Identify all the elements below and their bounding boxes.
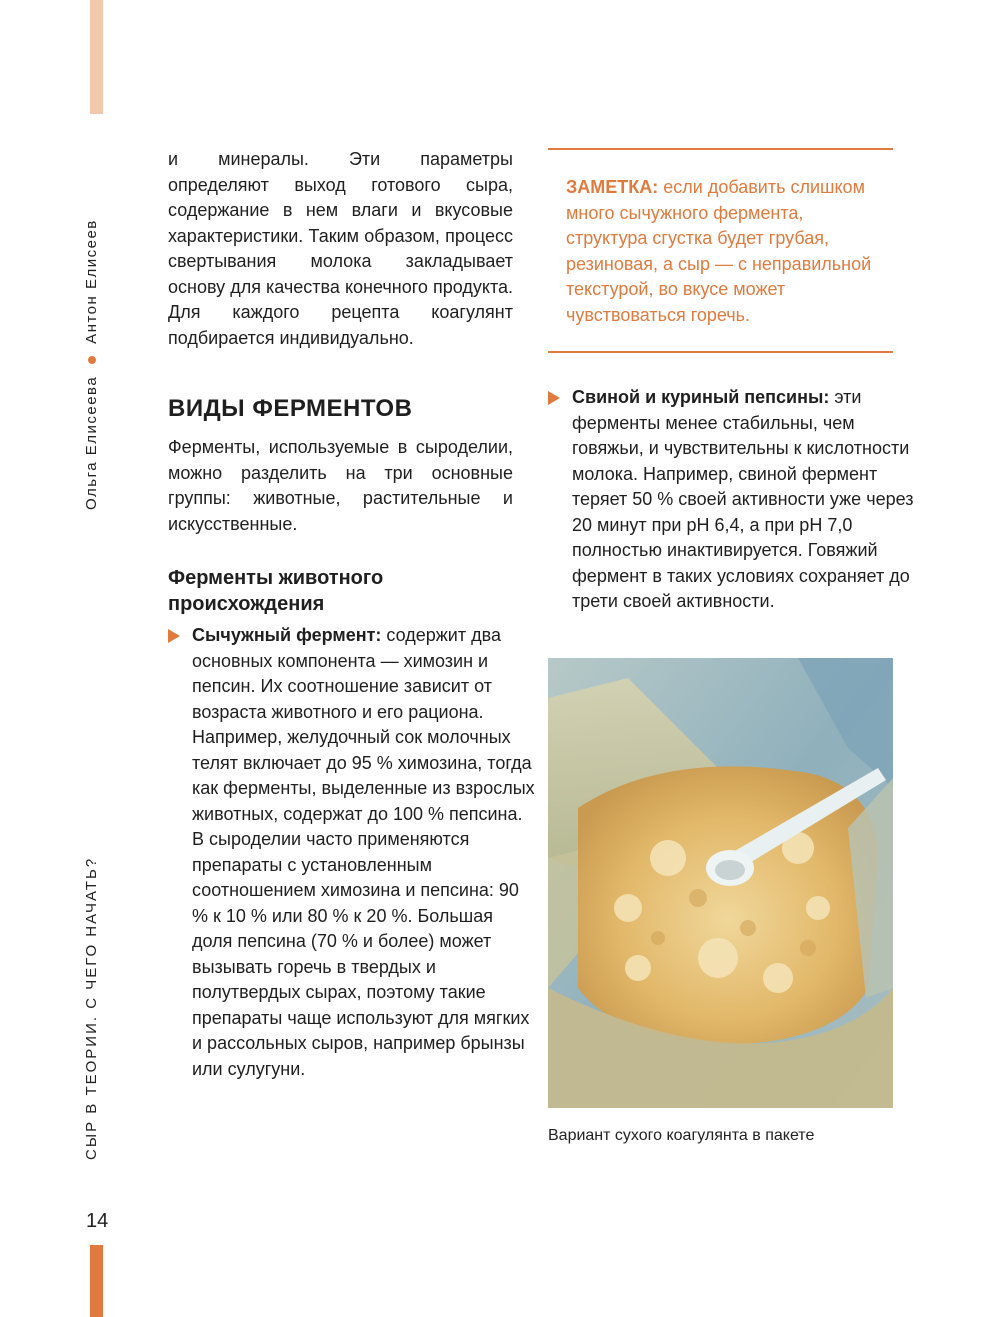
intro-paragraph: и минералы. Эти параметры определяют выход готового сыра, содержание в нем влаги и вкусовые характеристики. Таким образом, процесс свертывания молока закладывает основу для качества конечного продукта. Для каждого рецепта коагулянт подбирается индивидуально. [168,149,513,348]
author-1: Ольга Елисеева [83,375,100,510]
note-box [566,175,886,328]
section-paragraph: Ферменты, используемые в сыроделии, можно разделить на три основные группы: животные, растительные и искусственные. [168,437,513,534]
bullet-rennet-body: содержит два основных компонента — химозин и пепсин. Их соотношение зависит от возраста животного и его рациона. Например, желудочный сок молочных телят включает до 95 % химозина, тогда как ферменты, выделенные из взрослых животных, содержат до 100 % пепсина. В сыроделии часто применяются препараты с установленным соотношением химозина и пепсина: 90 % к 10 % или 80 % к 20 %. Большая доля пепсина (70 % и более) может вызывать горечь в твердых и полутвердых сырах, поэтому такие препараты чаще используют для мягких и рассольных сыров, например брынзы или сулугуни. [192,625,535,1079]
separator-dot [88,356,96,364]
note-text: если добавить слишком много сычужного фермента, структура сгустка будет грубая, резиновая, а сыр — с неправильной текстурой, во вкусе может чувствоваться горечь. [566,177,872,325]
top-accent-bar [90,0,103,114]
coagulant-photo-illustration [548,658,893,1108]
bullet-rennet-term: Сычужный фермент: [192,625,382,645]
bullet-triangle-icon [168,629,180,643]
bullet-pepsin-body: эти ферменты менее стабильны, чем говяжьи, и чувствительны к кислотности молока. Например, свиной фермент теряет 50 % своей активности уже через 20 минут при pH 6,4, а при pH 7,0 полностью инактивируется. Говяжий фермент в таких условиях сохраняет до трети своей активности. [572,387,914,611]
note-label: ЗАМЕТКА: [566,177,659,197]
page-number: 14 [86,1210,109,1232]
note-top-rule [548,148,893,150]
bullet-pepsin-text [572,385,917,615]
coagulant-photo [548,658,893,1108]
section-heading: ВИДЫ ФЕРМЕНТОВ [168,395,413,422]
bullet-pepsin [548,385,917,615]
photo-caption: Вариант сухого коагулянта в пакете [548,1127,815,1144]
bullet-rennet-text [192,623,537,1082]
bottom-accent-bar [90,1245,103,1317]
bullet-rennet [168,623,537,1082]
subheading: Ферменты животного происхождения [168,567,384,615]
chapter-title-text: СЫР В ТЕОРИИ. С ЧЕГО НАЧАТЬ? [83,856,100,1160]
bullet-triangle-icon [548,391,560,405]
note-bottom-rule [548,351,893,353]
author-2: Антон Елисеев [83,219,100,344]
left-column [168,145,535,1079]
bullet-pepsin-term: Свиной и куриный пепсины: [572,387,830,407]
